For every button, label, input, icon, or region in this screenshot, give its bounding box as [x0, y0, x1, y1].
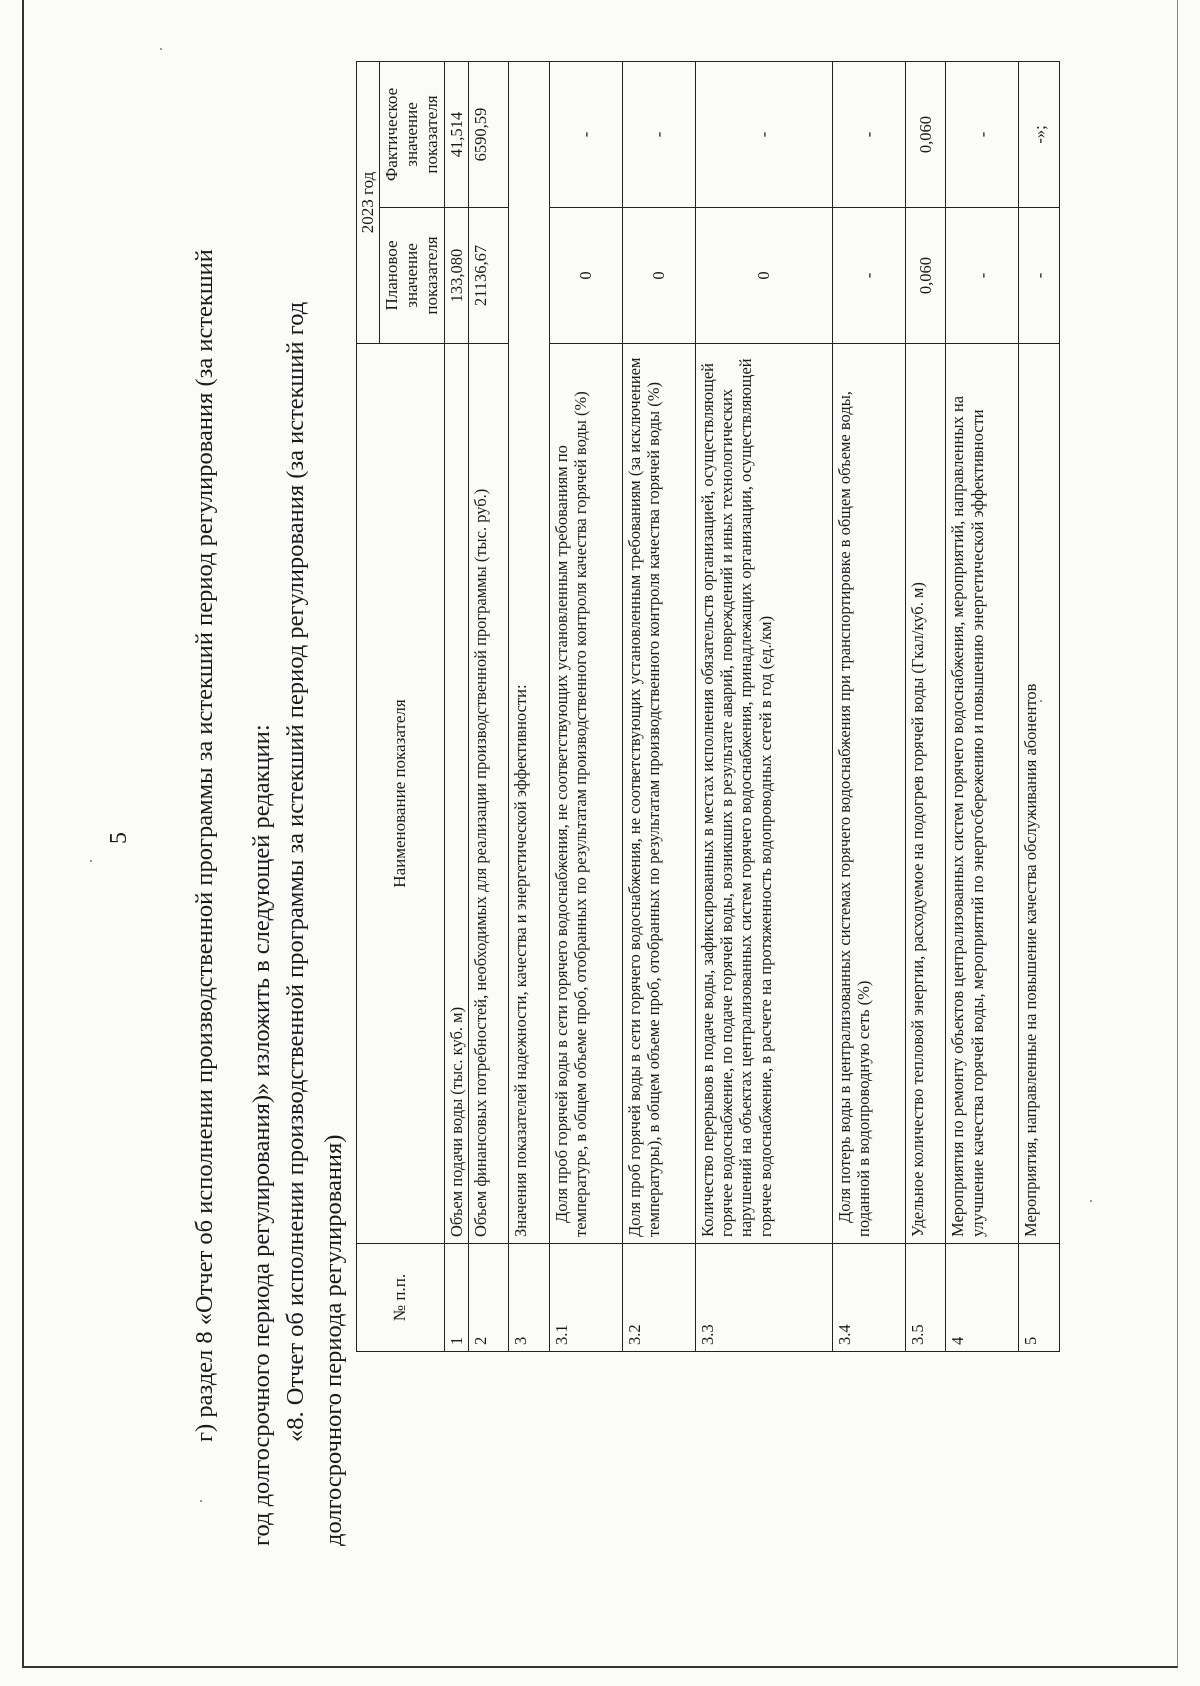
row-name: Удельное количество тепловой энергии, расходуемое на подогрев горячей воды (Гкал/куб. м): [905, 344, 946, 1244]
row-num: 3.1: [549, 1244, 622, 1352]
row-planned: 21136,67: [468, 208, 509, 344]
table-row: [468, 62, 509, 1352]
row-num: 3.3: [695, 1244, 832, 1352]
row-actual: -: [695, 62, 832, 208]
page-number: 5: [106, 832, 132, 844]
table-row: [509, 62, 550, 1352]
paragraph-section-8-intro: г) раздел 8 «Отчет об исполнении производственной программы за истекший период регулирования (за истекший: [191, 249, 218, 1442]
paragraph-section-8-intro-cont: год долгосрочного периода регулирования)» изложить в следующей редакции:: [248, 724, 275, 1546]
row-num: 3: [509, 1244, 550, 1352]
header-name: Наименование показателя: [357, 344, 445, 1244]
row-name: Мероприятия по ремонту объектов централизованных систем горячего водоснабжения, мероприятий, направленных на улучшение качества горячей воды, мероприятий по энергосбережению и повышению энергетической эффективности: [946, 344, 1019, 1244]
row-planned: -: [833, 208, 906, 344]
table-row: [444, 62, 468, 1352]
row-name: Объем финансовых потребностей, необходимых для реализации производственной программы (тыс. руб.): [468, 344, 509, 1244]
row-num: 1: [444, 1244, 468, 1352]
row-actual: -»;: [1019, 62, 1060, 208]
table-row: [1019, 62, 1060, 1352]
paragraph-section-8-title-cont: долгосрочного периода регулирования): [320, 1134, 347, 1546]
row-name: Количество перерывов в подаче воды, зафиксированных в местах исполнения обязательств организацией, осуществляющей горячее водоснабжение, по подаче горячей воды, возникших в результате аварий, повреждений и иных технологических нарушений на объектах централизованных систем горячего водоснабжения, принадлежащих организации, осуществляющей горячее водоснабжение, в расчете на протяженность водопроводных сетей в год (ед./км): [695, 344, 832, 1244]
paragraph-section-8-title: «8. Отчет об исполнении производственной программы за истекший период регулирования (за истекший год: [282, 301, 309, 1442]
row-num: 3.5: [905, 1244, 946, 1352]
row-name: Мероприятия, направленные на повышение качества обслуживания абонентов: [1019, 344, 1060, 1244]
row-actual: -: [946, 62, 1019, 208]
row-planned: -: [1019, 208, 1060, 344]
table-row: [833, 62, 906, 1352]
table-row: [695, 62, 832, 1352]
table-header-row: [357, 62, 380, 1352]
row-planned: 0: [549, 208, 622, 344]
header-num: № п.п.: [357, 1244, 445, 1352]
row-planned: 0: [622, 208, 695, 344]
row-name: Объем подачи воды (тыс. куб. м): [444, 344, 468, 1244]
row-actual: 41,514: [444, 62, 468, 208]
row-actual: -: [549, 62, 622, 208]
row-num: 2: [468, 1244, 509, 1352]
row-name: Доля потерь воды в централизованных системах горячего водоснабжения при транспортировке в общем объеме воды, поданной в водопроводную сеть (%): [833, 344, 906, 1244]
table-row: [622, 62, 695, 1352]
row-num: 3.4: [833, 1244, 906, 1352]
row-actual: -: [833, 62, 906, 208]
header-actual: Фактическое значение показателя: [379, 62, 444, 208]
row-num: 4: [946, 1244, 1019, 1352]
row-name: Доля проб горячей воды в сети горячего водоснабжения, не соответствующих установленным требованиям (за исключением температуры), в общем объеме проб, отобранных по результатам производственного контроля качества горячей воды (%): [622, 344, 695, 1244]
row-name: Доля проб горячей воды в сети горячего водоснабжения, не соответствующих установленным требованиям по температуре, в общем объеме проб, отобранных по результатам производственного контроля качества горячей воды (%): [549, 344, 622, 1244]
row-planned: 133,080: [444, 208, 468, 344]
row-planned: -: [946, 208, 1019, 344]
header-year: 2023 год: [357, 62, 380, 344]
row-num: 5: [1019, 1244, 1060, 1352]
header-planned: Плановое значение показателя: [379, 208, 444, 344]
row-actual: -: [622, 62, 695, 208]
row-name: Значения показателей надежности, качества и энергетической эффективности:: [509, 62, 550, 1244]
row-num: 3.2: [622, 1244, 695, 1352]
production-program-report-table: [356, 61, 1060, 1352]
row-planned: 0,060: [905, 208, 946, 344]
row-actual: 6590,59: [468, 62, 509, 208]
table-row: [946, 62, 1019, 1352]
table-row: [549, 62, 622, 1352]
row-actual: 0,060: [905, 62, 946, 208]
table-row: [905, 62, 946, 1352]
row-planned: 0: [695, 208, 832, 344]
